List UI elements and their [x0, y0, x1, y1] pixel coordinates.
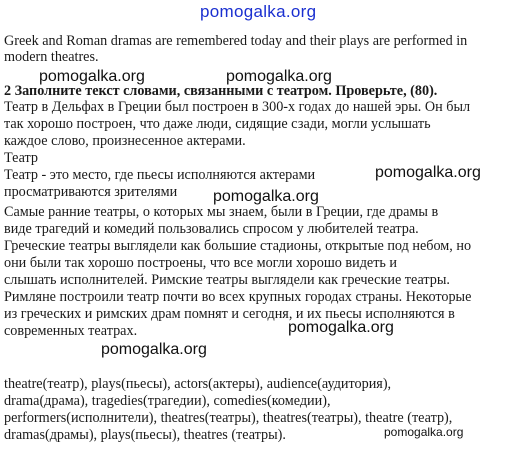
russian-line-14: современных театрах.	[4, 323, 138, 339]
russian-line-3: каждое слово, произнесенное актерами.	[4, 133, 246, 149]
russian-line-10: они были так хорошо построены, что все могли хорошо видеть и	[4, 255, 398, 271]
russian-line-5: Театр - это место, где пьесы исполняются актерами	[4, 167, 316, 183]
vocab-line-3: performers(исполнители), theatres(театры), theatres(театры), theatre (театр),	[4, 410, 453, 426]
vocab-line-2: drama(драма), tragedies(трагедии), comedies(комедии),	[4, 393, 331, 409]
russian-line-9: Греческие театры выглядели как большие стадионы, открытые под небом, но	[4, 238, 472, 254]
russian-line-12: Римляне построили театр почти во всех крупных городах страны. Некоторые	[4, 289, 472, 305]
watermark-g: pomogalka.org	[384, 425, 464, 439]
watermark-d: pomogalka.org	[213, 188, 319, 205]
russian-line-4: Театр	[4, 150, 38, 166]
watermark-a: pomogalka.org	[39, 68, 145, 85]
russian-line-8: виде трагедий и комедий пользовались спросом у любителей театра.	[4, 221, 419, 237]
russian-line-2: так хорошо построен, что даже люди, сидящие сзади, могли услышать	[4, 116, 431, 132]
vocab-line-4: dramas(драмы), plays(пьесы), theatres (театры).	[4, 427, 286, 443]
english-line-1: Greek and Roman dramas are remembered today and their plays are performed in	[4, 33, 468, 49]
russian-line-11: слышать исполнителей. Римские театры выглядели как греческие театры.	[4, 272, 450, 288]
watermark-e: pomogalka.org	[288, 319, 394, 336]
english-line-2: modern theatres.	[4, 49, 99, 65]
vocab-line-1: theatre(театр), plays(пьесы), actors(актеры), audience(аудитория),	[4, 376, 392, 392]
russian-line-13: из греческих и римских драм помнят и сегодня, и их пьесы исполняются в	[4, 306, 455, 322]
russian-line-1: Театр в Дельфах в Греции был построен в 300-х годах до нашей эры. Он был	[4, 99, 471, 115]
russian-line-6: просматриваются зрителями	[4, 184, 178, 200]
task-heading: 2 Заполните текст словами, связанными с театром. Проверьте, (80).	[4, 83, 438, 99]
watermark-top: pomogalka.org	[200, 2, 317, 21]
watermark-c: pomogalka.org	[375, 164, 481, 181]
watermark-b: pomogalka.org	[226, 68, 332, 85]
russian-line-7: Самые ранние театры, о которых мы знаем, были в Греции, где драмы в	[4, 204, 439, 220]
watermark-f: pomogalka.org	[101, 341, 207, 358]
